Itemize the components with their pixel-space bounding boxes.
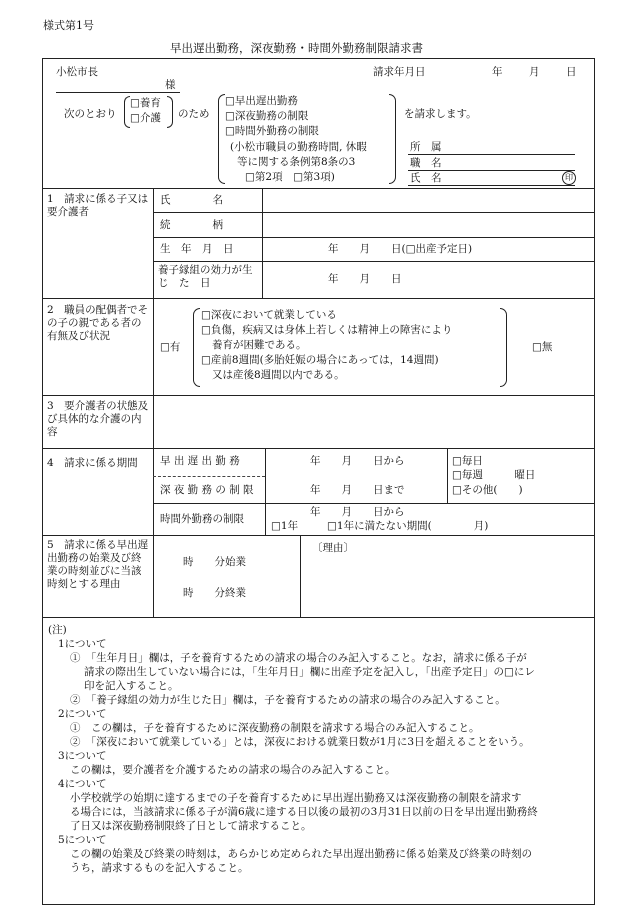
note-5b: うち，請求するものを記入すること。 — [70, 862, 249, 874]
child-birth-label: 生 年 月 日 — [160, 243, 234, 255]
request-bracket-left — [218, 94, 225, 184]
note-4-title: 4について — [58, 778, 107, 790]
position-line[interactable] — [408, 170, 575, 171]
purpose-bracket-right — [167, 96, 173, 128]
addressee-underline — [56, 92, 180, 93]
request-date-month[interactable]: 月 — [529, 66, 540, 78]
end-time-field[interactable]: 時 分終業 — [183, 587, 246, 599]
section4-freq-line — [447, 448, 448, 503]
section1-row-line-1 — [153, 212, 595, 213]
note-1a: ① 「生年月日」欄は，子を養育するための請求の場合のみ記入すること。なお，請求に係る子が — [70, 652, 527, 664]
section4-dash-line — [153, 476, 265, 477]
night-limit-row-label: 深 夜 勤 務 の 制 限 — [160, 484, 254, 496]
child-birth-value[interactable]: 年 月 日(□出産予定日) — [328, 243, 473, 255]
early-late-row-label: 早 出 遅 出 勤 務 — [160, 455, 240, 467]
period-from[interactable]: 年 月 日から — [310, 455, 405, 467]
section1-row-line-3 — [153, 261, 595, 262]
form-number: 様式第1号 — [43, 19, 94, 32]
overtime-period-from[interactable]: 年 月 日から — [310, 506, 405, 518]
note-1b: 請求の際出生していない場合には，「生年月日」欄に出産予定を記入し，「出産予定日」の□にレ — [84, 666, 535, 678]
page-title: 早出遅出勤務，深夜勤務・時間外勤務制限請求書 — [170, 41, 423, 55]
spouse-yes-checkbox[interactable]: □有 — [160, 341, 181, 353]
note-1-title: 1について — [58, 638, 107, 650]
note-4b: る場合には，当該請求に係る子が満6歳に達する日以後の最初の3月31日以前の日を早出遅出勤務終 — [70, 806, 538, 818]
request-overtime-limit-checkbox[interactable]: □時間外勤務の制限 — [225, 125, 319, 137]
divider-section1 — [42, 298, 595, 299]
divider-header — [42, 188, 595, 189]
adoption-label: 養子縁組の効力が生 じ た 日 — [158, 264, 263, 290]
note-1d: ② 「養子縁組の効力が生じた日」欄は，子を養育するための請求の場合のみ記入すること。 — [70, 694, 506, 706]
freq-daily-checkbox[interactable]: □毎日 — [452, 455, 483, 467]
request-note-1: (小松市職員の勤務時間, 休暇 — [230, 141, 367, 153]
request-date-year[interactable]: 年 — [492, 66, 503, 78]
request-clause-checkboxes[interactable]: □第2項 □第3項) — [245, 171, 335, 183]
section5-label: 5 請求に係る早出遅出勤務の始業及び終業の時刻並びに当該時刻とする理由 — [47, 539, 149, 591]
notes-head: (注) — [48, 624, 67, 636]
spouse-no-checkbox[interactable]: □無 — [532, 341, 553, 353]
adoption-value[interactable]: 年 月 日 — [328, 273, 402, 285]
start-time-field[interactable]: 時 分始業 — [183, 556, 246, 568]
spouse-opt-night-checkbox[interactable]: □深夜において就業している — [201, 309, 337, 321]
purpose-childcare-checkbox[interactable]: □養育 — [130, 97, 161, 109]
addressee-sama: 様 — [165, 79, 176, 91]
note-4a: 小学校就学の始期に達するまでの子を養育するために早出遅出勤務又は深夜勤務の制限を請求す — [70, 792, 522, 804]
overtime-less-year-checkbox[interactable]: □1年に満たない期間( 月) — [327, 520, 489, 532]
divider-section2 — [42, 395, 595, 396]
section1-inner-line — [262, 188, 263, 298]
section4-row-line — [153, 503, 595, 504]
overtime-limit-row-label: 時間外勤務の制限 — [160, 513, 244, 525]
lead-text: 次のとおり — [64, 108, 117, 120]
position-label: 職 名 — [410, 157, 442, 169]
addressee: 小松市長 — [56, 66, 98, 78]
divider-section5 — [42, 617, 595, 618]
seal-mark: 印 — [562, 171, 576, 185]
request-date-day[interactable]: 日 — [566, 66, 577, 78]
request-early-late-checkbox[interactable]: □早出遅出勤務 — [225, 95, 298, 107]
note-5a: この欄の始業及び終業の時刻は，あらかじめ定められた早出遅出勤務に係る始業及び終業の時刻の — [70, 848, 532, 860]
name-label: 氏 名 — [410, 172, 442, 184]
freq-weekly-checkbox[interactable]: □毎週 曜日 — [452, 469, 536, 481]
request-suffix: を請求します。 — [404, 108, 477, 120]
label-column-line — [153, 188, 154, 617]
overtime-one-year-checkbox[interactable]: □1年 — [271, 520, 299, 532]
spouse-bracket-right — [500, 308, 507, 387]
note-1c: 印を記入すること。 — [84, 680, 179, 692]
request-night-limit-checkbox[interactable]: □深夜勤務の制限 — [225, 110, 309, 122]
section3-label: 3 要介護者の状態及び具体的な介護の内容 — [47, 400, 149, 439]
affiliation-line[interactable] — [408, 154, 575, 155]
reason-label[interactable]: 〔理由〕 — [312, 542, 354, 554]
section1-row-line-2 — [153, 237, 595, 238]
request-date-label: 請求年月日 — [373, 66, 426, 78]
request-note-2: 等に関する条例第8条の3 — [237, 156, 356, 168]
note-2b: ② 「深夜において就業している」とは，深夜における就業日数が1月に3日を超えることをいう。 — [70, 736, 530, 748]
section4-label: 4 請求に係る期間 — [47, 457, 138, 469]
purpose-care-checkbox[interactable]: □介護 — [130, 112, 161, 124]
section5-inner-line — [300, 535, 301, 617]
name-line[interactable] — [408, 185, 575, 186]
request-bracket-right — [389, 94, 396, 184]
freq-other-checkbox[interactable]: □その他( ) — [452, 484, 523, 496]
purpose-suffix: のため — [178, 108, 210, 120]
spouse-opt-birth-cont: 又は産後8週間以内である。 — [212, 369, 345, 381]
child-relation-label: 続 柄 — [160, 219, 223, 231]
note-2a: ① この欄は，子を養育するために深夜勤務の制限を請求する場合のみ記入すること。 — [70, 722, 480, 734]
section2-label: 2 職員の配偶者でその子の親である者の有無及び状況 — [47, 304, 149, 343]
spouse-bracket-left — [193, 308, 200, 387]
period-to[interactable]: 年 月 日まで — [310, 484, 405, 496]
note-3-title: 3について — [58, 750, 107, 762]
note-2-title: 2について — [58, 708, 107, 720]
note-5-title: 5について — [58, 834, 107, 846]
divider-section4 — [42, 535, 595, 536]
divider-section3 — [42, 448, 595, 449]
spouse-opt-birth-checkbox[interactable]: □産前8週間(多胎妊娠の場合にあっては，14週間) — [201, 354, 439, 366]
section4-inner-line — [265, 448, 266, 535]
note-4c: 了日又は深夜勤務制限終了日として請求すること。 — [70, 820, 312, 832]
note-3a: この欄は，要介護者を介護するための請求の場合のみ記入すること。 — [70, 764, 396, 776]
child-name-label: 氏 名 — [160, 194, 223, 206]
affiliation-label: 所 属 — [410, 141, 442, 153]
spouse-opt-illness-cont: 養育が困難である。 — [212, 339, 307, 351]
spouse-opt-illness-checkbox[interactable]: □負傷，疾病又は身体上若しくは精神上の障害により — [201, 324, 453, 336]
section1-label: 1 請求に係る子又は要介護者 — [47, 193, 149, 219]
